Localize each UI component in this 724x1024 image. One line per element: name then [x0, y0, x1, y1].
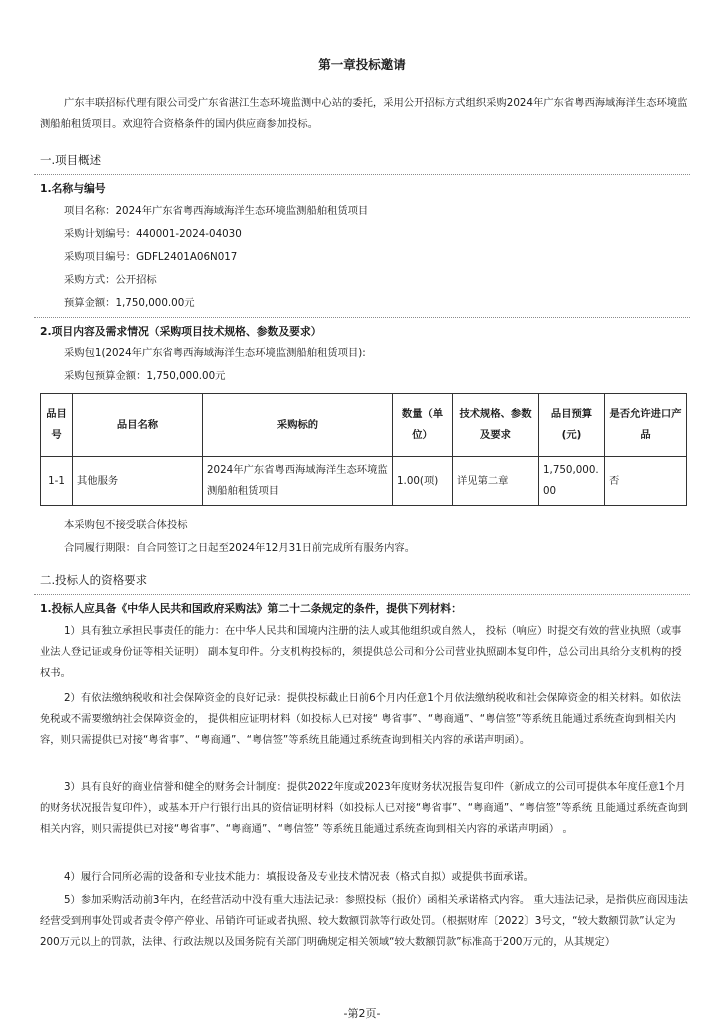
cell-quantity: 1.00(项) [393, 457, 453, 506]
cell-procurement-target: 2024年广东省粤西海域海洋生态环境监测船舶租赁项目 [203, 457, 393, 506]
package-line: 采购包1(2024年广东省粤西海域海洋生态环境监测船舶租赁项目): [64, 347, 366, 359]
header-quantity: 数量（单位） [393, 394, 453, 457]
cell-import-allowed: 否 [605, 457, 687, 506]
subsection-content-requirements: 2.项目内容及需求情况（采购项目技术规格、参数及要求） [40, 325, 322, 338]
table-row [41, 457, 687, 506]
package-budget-line: 采购包预算金额：1,750,000.00元 [64, 370, 226, 382]
header-procurement-target: 采购标的 [203, 394, 393, 457]
project-name-line: 项目名称：2024年广东省粤西海域海洋生态环境监测船舶租赁项目 [64, 205, 369, 217]
cell-budget: 1,750,000.00 [539, 457, 605, 506]
header-item-name: 品目名称 [73, 394, 203, 457]
subsection-name-number: 1.名称与编号 [40, 182, 106, 195]
qualification-item: 2）有依法缴纳税收和社会保障资金的良好记录：提供投标截止日前6个月内任意1个月依法缴纳税收和社会保障资金的相关材料。如依法免税或不需要缴纳社会保障资金的， 提供相应证明材料（如投标人已对接“ 粤省事”、“粤商通”、“粤信签”等系统且能通过系统查询到相关内容，则只需提供已对接“粤省事”、“粤商通”、“粤信签”等系统且能通过系统查询到相关内容的承诺声明函）。 [40, 692, 681, 746]
plan-number-line: 采购计划编号：440001-2024-04030 [64, 228, 242, 240]
budget-line: 预算金额：1,750,000.00元 [64, 297, 195, 309]
cell-item-name: 其他服务 [73, 457, 203, 506]
header-item-number: 品目号 [41, 394, 73, 457]
header-import-allowed: 是否允许进口产品 [605, 394, 687, 457]
note-no-consortium: 本采购包不接受联合体投标 [64, 519, 188, 531]
table-header-row [41, 394, 687, 457]
qualification-item: 5）参加采购活动前3年内，在经营活动中没有重大违法记录：参照投标（报价）函相关承诺格式内容。 重大违法记录，是指供应商因违法经营受到刑事处罚或者责令停产停业、吊销许可证或者执照、较大数额罚款等行政处罚。（根据财库〔2022〕3号文，“较大数额罚款”认定为200万元以上的罚款，法律、行政法规以及国务院有关部门明确规定相关领域“较大数额罚款”标准高于200万元的，从其规定） [40, 894, 688, 948]
procurement-method-line: 采购方式：公开招标 [64, 274, 157, 286]
qualification-item: 4）履行合同所必需的设备和专业技术能力：填报设备及专业技术情况表（格式自拟）或提供书面承诺。 [64, 871, 534, 883]
procurement-table [40, 393, 687, 506]
page-number: -第2页- [343, 1007, 381, 1020]
intro-paragraph: 广东丰联招标代理有限公司受广东省湛江生态环境监测中心站的委托，采用公开招标方式组织采购2024年广东省粤西海域海洋生态环境监测船舶租赁项目。欢迎符合资格条件的国内供应商参加投标。 [40, 97, 688, 130]
section2-heading: 二.投标人的资格要求 [40, 573, 148, 587]
section-divider [34, 317, 690, 318]
note-contract-period: 合同履行期限：自合同签订之日起至2024年12月31日前完成所有服务内容。 [64, 542, 416, 554]
header-specifications: 技术规格、参数及要求 [453, 394, 539, 457]
header-budget: 品目预算(元) [539, 394, 605, 457]
section-divider [34, 594, 690, 595]
section-divider [34, 174, 690, 175]
section1-heading: 一.项目概述 [40, 153, 102, 167]
cell-item-number: 1-1 [41, 457, 73, 506]
subsection-qualifications: 1.投标人应具备《中华人民共和国政府采购法》第二十二条规定的条件，提供下列材料： [40, 602, 462, 615]
project-number-line: 采购项目编号：GDFL2401A06N017 [64, 251, 238, 263]
cell-specifications: 详见第二章 [453, 457, 539, 506]
qualification-item: 3）具有良好的商业信誉和健全的财务会计制度：提供2022年度或2023年度财务状况报告复印件（新成立的公司可提供本年度任意1个月的财务状况报告复印件），或基本开户行银行出具的资信证明材料（如投标人已对接“粤省事”、“粤商通”、“粤信签”等系统 且能通过系统查询到相关内容，则只需提供已对接“粤省事”、“粤商通”、“粤信签” 等系统且能通过系统查询到相关内容的承诺声明函） 。 [40, 781, 688, 835]
qualification-item: 1）具有独立承担民事责任的能力：在中华人民共和国境内注册的法人或其他组织或自然人， 投标（响应）时提交有效的营业执照（或事业法人登记证或身份证等相关证明） 副本复印件。分支机构投标的，须提供总公司和分公司营业执照副本复印件，总公司出具给分支机构的授权书。 [40, 625, 682, 679]
page-title: 第一章投标邀请 [318, 57, 406, 72]
